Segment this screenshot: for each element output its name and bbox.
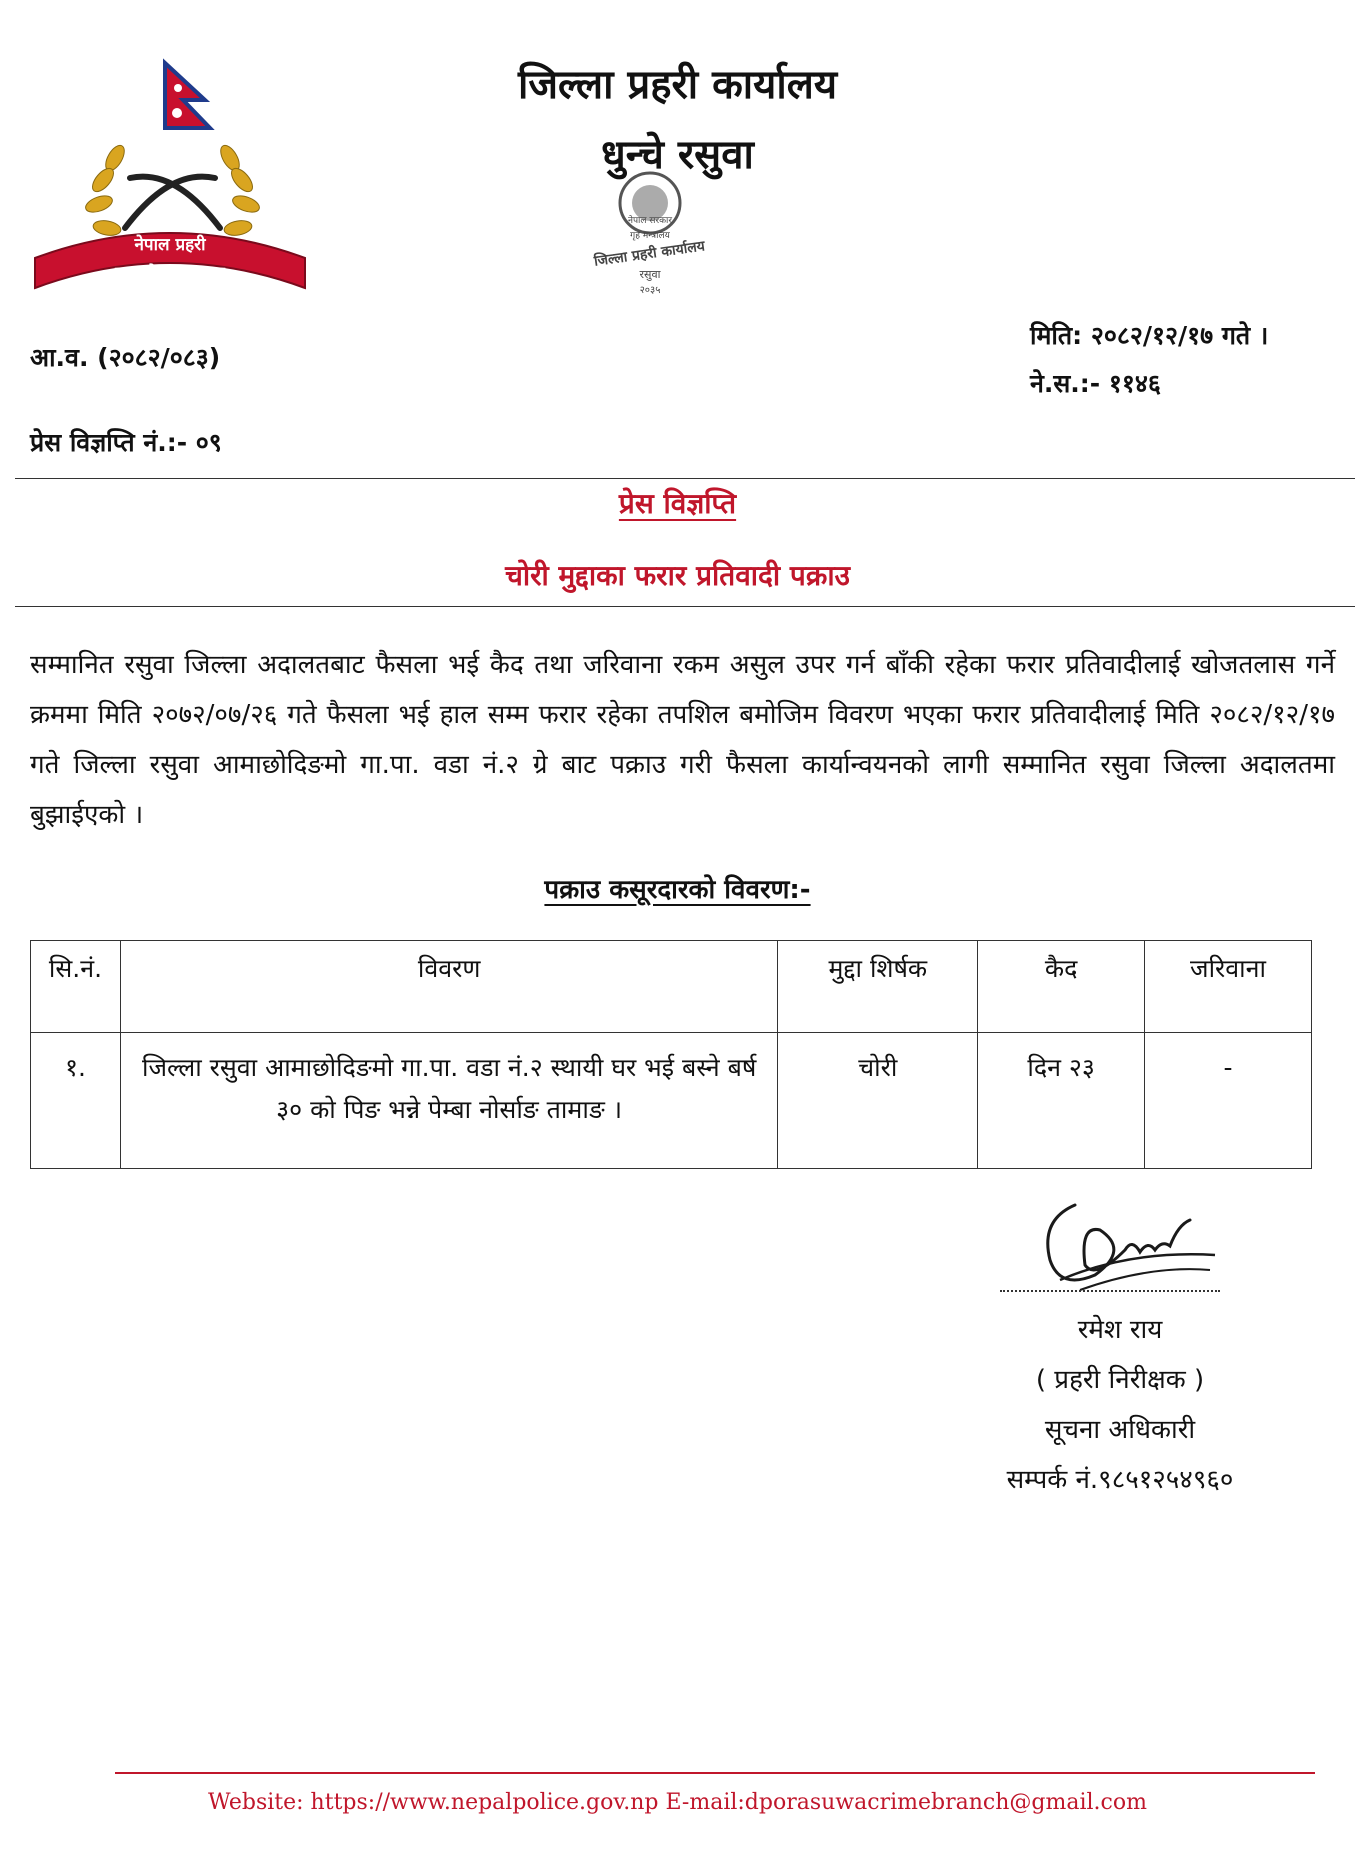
svg-text:२०३५: २०३५ [639, 285, 661, 296]
office-location: धुन्चे रसुवा [601, 132, 754, 178]
svg-text:नेपाल सरकार: नेपाल सरकार [627, 216, 673, 226]
office-title: जिल्ला प्रहरी कार्यालय [517, 62, 838, 108]
svg-text:रसुवा: रसुवा [639, 268, 661, 281]
col-fine: जरिवाना [1145, 941, 1312, 1033]
cell-fine: - [1145, 1033, 1312, 1169]
cell-case-title: चोरी [778, 1033, 978, 1169]
cell-serial: १. [31, 1033, 121, 1169]
press-release-label: प्रेस विज्ञप्ति [618, 487, 737, 520]
notice-body: सम्मानित रसुवा जिल्ला अदालतबाट फैसला भई कैद तथा जरिवाना रकम असुल उपर गर्न बाँकी रहेका फरार प्रतिवादीलाई खोजतलास गर्ने क्रममा मिति २०७२/०७/२६ गते फैसला भई हाल सम्म फरार रहेका तपशिल बमोजिम विवरण भएका फरार प्रतिवादीलाई मिति २०८२/१२/१७ गते जिल्ला रसुवा आमाछोदिङमो गा.पा. वडा नं.२ ग्रे बाट पक्राउ गरी फैसला कार्यान्वयनको लागी सम्मानित रसुवा जिल्ला अदालतमा बुझाईएको । [30, 650, 1335, 830]
handwritten-signature [1020, 1180, 1230, 1300]
dispatch-number: ने.स.:- ११४६ [1030, 369, 1161, 398]
press-release-number: प्रेस विज्ञप्ति नं.:- ०९ [30, 428, 222, 457]
logo-band-bottom: सत्य सेवा सुरक्षणम् [115, 263, 225, 282]
svg-text:गृह मन्त्रालय: गृह मन्त्रालय [630, 231, 670, 241]
release-date: मिति: २०८२/१२/१७ गते । [1030, 321, 1269, 350]
svg-text:जिल्ला प्रहरी कार्यालय: जिल्ला प्रहरी कार्यालय [593, 238, 706, 270]
office-stamp [560, 168, 740, 308]
signatory-rank: ( प्रहरी निरीक्षक ) [1035, 1365, 1205, 1395]
signatory-contact: सम्पर्क नं.९८५१२५४९६० [1006, 1465, 1234, 1495]
logo-band-top: नेपाल प्रहरी [134, 235, 206, 255]
khukuri-icon [125, 177, 220, 228]
divider-bottom [15, 606, 1355, 607]
details-heading: पक्राउ कसूरदारको विवरण:- [544, 875, 811, 905]
footer-contact: Website: https://www.nepalpolice.gov.np E-mail:dporasuwacrimebranch@gmail.com [208, 1790, 1147, 1815]
col-imprisonment: कैद [978, 941, 1145, 1033]
table-header-row [31, 941, 1312, 1033]
signatory-role: सूचना अधिकारी [1044, 1415, 1196, 1445]
col-description: विवरण [120, 941, 777, 1033]
col-serial: सि.नं. [31, 941, 121, 1033]
arrest-details-table [30, 940, 1312, 1169]
col-case-title: मुद्दा शिर्षक [778, 941, 978, 1033]
signatory-name: रमेश राय [1077, 1315, 1163, 1345]
notice-headline: चोरी मुद्दाका फरार प्रतिवादी पक्राउ [505, 559, 850, 592]
fiscal-year: आ.व. (२०८२/०८३) [30, 343, 221, 372]
cell-description: जिल्ला रसुवा आमाछोदिङमो गा.पा. वडा नं.२ स्थायी घर भई बस्ने बर्ष ३० को पिङ भन्ने पेम्बा नोर्साङ तामाङ । [120, 1033, 777, 1169]
divider-top [15, 478, 1355, 479]
footer-divider [115, 1772, 1315, 1774]
signature-line [1000, 1290, 1220, 1292]
cell-imprisonment: दिन २३ [978, 1033, 1145, 1169]
table-row [31, 1033, 1312, 1169]
